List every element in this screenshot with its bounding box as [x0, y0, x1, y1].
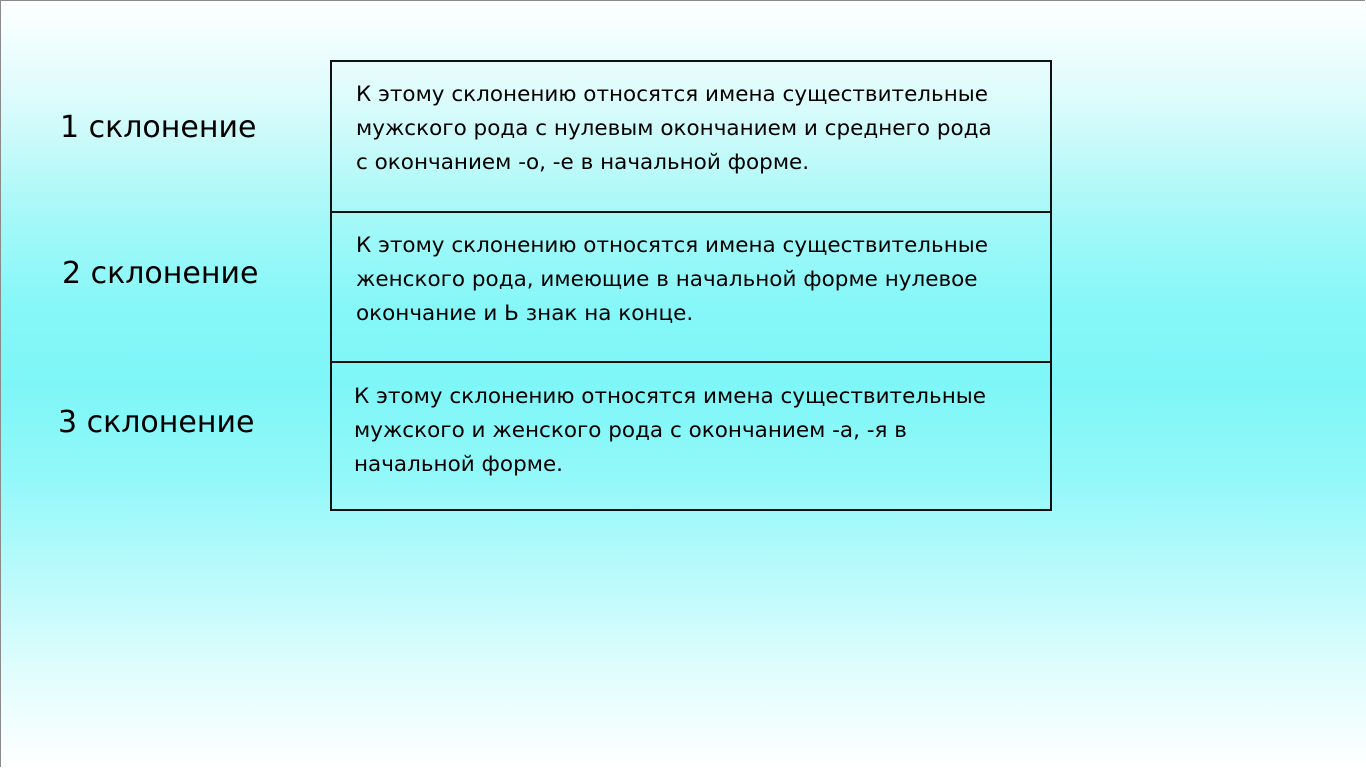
description-line: К этому склонению относятся имена существительные: [356, 82, 988, 107]
declension-2-label: 2 склонение: [62, 256, 259, 291]
description-line: мужского и женского рода с окончанием -а, -я в: [354, 418, 907, 443]
description-line: женского рода, имеющие в начальной форме нулевое: [356, 267, 978, 292]
description-line: К этому склонению относятся имена существительные: [356, 233, 988, 258]
description-line: начальной форме.: [354, 452, 564, 477]
description-line: с окончанием -о, -е в начальной форме.: [356, 150, 810, 175]
description-line: К этому склонению относятся имена существительные: [354, 384, 986, 409]
declension-2-description: [332, 211, 1050, 360]
declension-1-description: [332, 62, 1050, 211]
declension-3-label: 3 склонение: [58, 405, 255, 440]
description-line: окончание и Ь знак на конце.: [356, 301, 694, 326]
declension-3-description: [332, 361, 1050, 510]
declension-1-label: 1 склонение: [60, 110, 257, 145]
description-line: мужского рода с нулевым окончанием и среднего рода: [356, 116, 992, 141]
declension-table: [330, 60, 1052, 511]
